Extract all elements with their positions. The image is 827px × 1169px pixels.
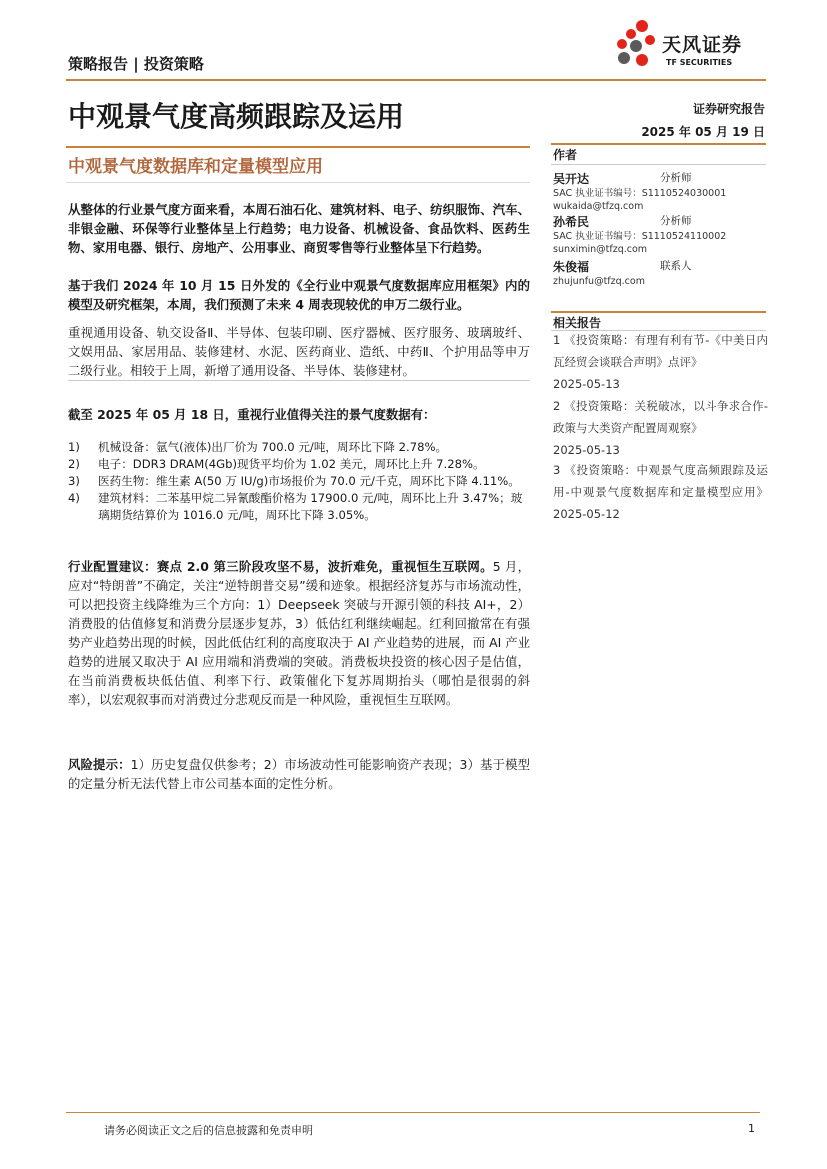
author-cert: SAC 执业证书编号：S1110524110002: [553, 231, 727, 242]
summary-paragraph: 从整体的行业景气度方面来看，本周石油石化、建筑材料、电子、纺织服饰、汽车、非银金融、环保等行业整体呈上行趋势；电力设备、机械设备、食品饮料、医药生物、家用电器、银行、房地产、公用事业、商贸零售等行业整体呈下行趋势。: [68, 202, 530, 255]
authors-divider-bottom: [551, 164, 766, 165]
related-report-date: 2025-05-13: [553, 443, 620, 457]
author-name: 朱俊福: [553, 260, 590, 274]
list-number: 1): [68, 440, 80, 454]
related-report-date: 2025-05-12: [553, 507, 620, 521]
related-report-date: 2025-05-13: [553, 377, 620, 391]
data-list: [68, 439, 530, 524]
author-role: 分析师: [660, 172, 692, 184]
author-card: [553, 258, 768, 288]
page-subtitle: 中观景气度数据库和定量模型应用: [68, 157, 323, 177]
author-card: [553, 170, 768, 213]
related-report[interactable]: [553, 329, 768, 395]
author-role: 分析师: [660, 215, 692, 227]
author-name: 孙希民: [553, 215, 590, 229]
authors-divider: [551, 143, 766, 145]
risk-text: 1）历史复盘仅供参考；2）市场波动性可能影响资产表现；3）基于模型的定量分析无法代替上市公司基本面的定性分析。: [68, 757, 530, 791]
subtitle-divider-bottom: [66, 182, 530, 183]
footer-divider: [66, 1112, 760, 1113]
list-item: [68, 456, 530, 473]
list-text: 机械设备：氩气(液体)出厂价为 700.0 元/吨，周环比下降 2.78%。: [98, 440, 448, 454]
allocation-paragraph: [68, 557, 530, 709]
allocation-heading: 行业配置建议：赛点 2.0 第三阶段攻坚不易，波折难免，重视恒生互联网。: [68, 559, 493, 574]
related-divider: [551, 311, 766, 313]
report-date: 2025 年 05 月 19 日: [641, 125, 765, 139]
allocation-text: 5 月，应对“特朗普”不确定，关注“逆特朗普交易”缓和迹象。根据经济复苏与市场流动性，可以把投资主线降维为三个方向：1）Deepseek 突破与开源引领的科技 AI+，2）消费股的估值修复和消费分层逐步复苏，3）低估红利继续崛起。红利回撤常在有强势产业趋势出现的时候，因此低估红利的高度取决于 AI 产业趋势的进展，而 AI 产业趋势的进展又取决于 AI 应用端和消费端的突破。消费板块投资的核心因子是估值，在当前消费板块低估值、利率下行、政策催化下复苏周期抬头（哪怕是很弱的斜率），以宏观叙事而对消费过分悲观反而是一种风险，重视恒生互联网。: [68, 559, 530, 707]
author-email[interactable]: zhujunfu@tfzq.com: [553, 276, 645, 287]
risk-paragraph: [68, 755, 530, 793]
author-email[interactable]: wukaida@tfzq.com: [553, 201, 644, 212]
related-heading: 相关报告: [553, 316, 602, 330]
list-number: 2): [68, 457, 80, 471]
list-number: 4): [68, 491, 80, 505]
list-item: [68, 490, 530, 524]
list-text: 医药生物：维生素 A(50 万 IU/g)市场报价为 70.0 元/千克，周环比下降 4.11%。: [98, 474, 520, 488]
list-text: 建筑材料：二苯基甲烷二异氰酸酯价格为 17900.0 元/吨，周环比上升 3.47%；玻璃期货结算价为 1016.0 元/吨，周环比下降 3.05%。: [98, 491, 523, 522]
industry-paragraph: 重视通用设备、轨交设备Ⅱ、半导体、包装印刷、医疗器械、医疗服务、玻璃玻纤、文娱用品、家居用品、装修建材、水泥、医药商业、造纸、中药Ⅱ、个护用品等申万二级行业。相较于上周，新增了通用设备、半导体、装修建材。: [68, 323, 530, 381]
list-item: [68, 439, 530, 456]
related-report-title[interactable]: 1 《投资策略：有理有利有节-《中美日内瓦经贸会谈联合声明》点评》: [553, 333, 768, 369]
report-type: 证券研究报告: [692, 102, 765, 116]
report-category: 策略报告 | 投资策略: [68, 55, 204, 73]
author-email[interactable]: sunximin@tfzq.com: [553, 244, 648, 255]
author-role: 联系人: [660, 260, 692, 272]
data-intro: 截至 2025 年 05 月 18 日，重视行业值得关注的景气度数据有：: [68, 407, 436, 422]
company-logo: [612, 18, 762, 74]
list-number: 3): [68, 474, 80, 488]
related-report[interactable]: [553, 395, 768, 461]
authors-heading: 作者: [553, 148, 578, 162]
risk-heading: 风险提示：: [68, 757, 131, 772]
footer-disclaimer: 请务必阅读正文之后的信息披露和免责申明: [104, 1124, 313, 1137]
list-item: [68, 473, 530, 490]
page-title: 中观景气度高频跟踪及运用: [68, 100, 405, 133]
related-report-title[interactable]: 3 《投资策略：中观景气度高频跟踪及运用-中观景气度数据库和定量模型应用》: [553, 463, 768, 499]
author-name: 吴开达: [553, 172, 590, 186]
page-number: 1: [748, 1122, 755, 1135]
header-divider: [66, 79, 766, 81]
subtitle-divider: [66, 146, 530, 148]
logo-mark-icon: [612, 18, 660, 74]
author-card: [553, 213, 768, 256]
author-cert: SAC 执业证书编号：S1110524030001: [553, 188, 727, 199]
related-report[interactable]: [553, 459, 768, 525]
list-text: 电子：DDR3 DRAM(4Gb)现货平均价为 1.02 美元，周环比上升 7.28%。: [98, 457, 485, 471]
related-report-title[interactable]: 2 《投资策略：关税破冰，以斗争求合作-政策与大类资产配置周观察》: [553, 399, 768, 435]
logo-subtitle: TF SECURITIES: [666, 58, 733, 67]
logo-name: 天风证券: [662, 34, 743, 56]
model-paragraph: 基于我们 2024 年 10 月 15 日外发的《全行业中观景气度数据库应用框架》内的模型及研究框架，本周，我们预测了未来 4 周表现较优的申万二级行业。: [68, 278, 530, 312]
